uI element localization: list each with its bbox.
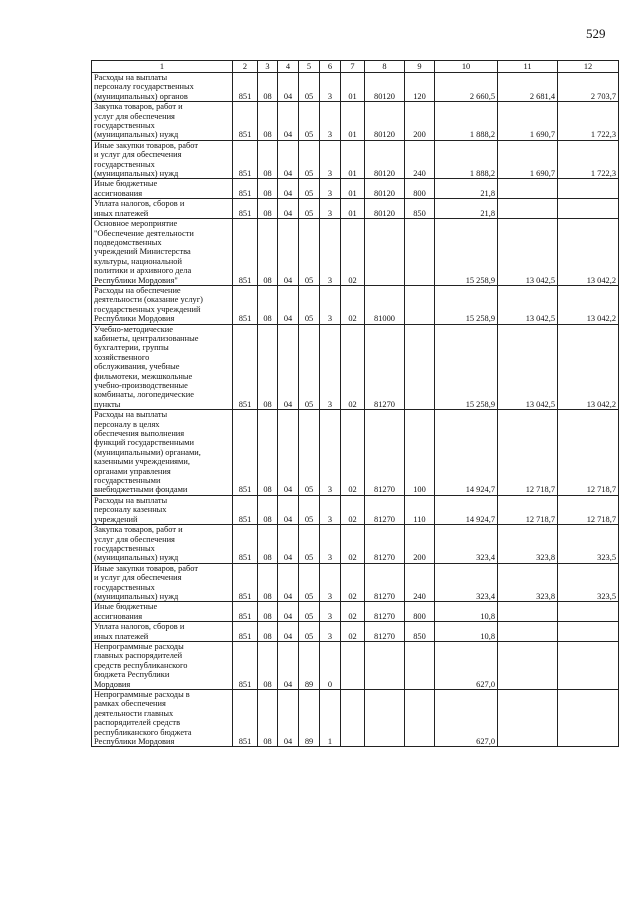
expense-type-cell	[405, 641, 435, 689]
expense-type-cell: 100	[405, 410, 435, 496]
amount-cell	[498, 690, 558, 747]
section-code-cell: 08	[258, 563, 278, 602]
activity-code-cell: 02	[341, 525, 365, 564]
expense-name-cell: Расходы на выплаты персоналу казенных учреждений	[92, 495, 233, 524]
expense-type-cell: 200	[405, 525, 435, 564]
program-code-cell: 05	[299, 495, 320, 524]
subprogram-code-cell: 1	[320, 690, 341, 747]
ministry-code-cell: 851	[233, 622, 258, 642]
table-row	[92, 73, 619, 102]
ministry-code-cell: 851	[233, 641, 258, 689]
ministry-code-cell: 851	[233, 690, 258, 747]
amount-cell	[558, 690, 619, 747]
subsection-code-cell: 04	[278, 179, 299, 199]
amount-cell	[558, 602, 619, 622]
direction-code-cell	[365, 641, 405, 689]
header-cell: 1	[92, 61, 233, 73]
direction-code-cell: 80120	[365, 73, 405, 102]
amount-cell: 13 042,2	[558, 285, 619, 324]
ministry-code-cell: 851	[233, 179, 258, 199]
expense-type-cell	[405, 690, 435, 747]
ministry-code-cell: 851	[233, 602, 258, 622]
amount-cell: 13 042,2	[558, 324, 619, 410]
expense-name-cell: Непрограммные расходы главных распорядителей средств республиканского бюджета Республики Мордовия	[92, 641, 233, 689]
activity-code-cell: 02	[341, 563, 365, 602]
expense-type-cell: 850	[405, 622, 435, 642]
expense-name-cell: Уплата налогов, сборов и иных платежей	[92, 622, 233, 642]
expense-name-cell: Основное мероприятие "Обеспечение деятельности подведомственных учреждений Министерства культуры, национальной политики и архивного дела Республики Мордовия"	[92, 219, 233, 286]
amount-cell: 323,4	[435, 525, 498, 564]
direction-code-cell: 80120	[365, 199, 405, 219]
expense-type-cell: 850	[405, 199, 435, 219]
expense-type-cell: 120	[405, 73, 435, 102]
amount-cell: 2 703,7	[558, 73, 619, 102]
program-code-cell: 05	[299, 102, 320, 141]
section-code-cell: 08	[258, 73, 278, 102]
amount-cell: 13 042,5	[498, 285, 558, 324]
section-code-cell: 08	[258, 525, 278, 564]
direction-code-cell	[365, 690, 405, 747]
subprogram-code-cell: 3	[320, 179, 341, 199]
amount-cell: 1 690,7	[498, 102, 558, 141]
amount-cell: 1 888,2	[435, 102, 498, 141]
budget-table	[91, 60, 619, 747]
program-code-cell: 05	[299, 285, 320, 324]
program-code-cell: 05	[299, 602, 320, 622]
amount-cell: 12 718,7	[558, 410, 619, 496]
activity-code-cell: 02	[341, 219, 365, 286]
ministry-code-cell: 851	[233, 102, 258, 141]
activity-code-cell: 02	[341, 410, 365, 496]
activity-code-cell: 01	[341, 199, 365, 219]
subsection-code-cell: 04	[278, 199, 299, 219]
subsection-code-cell: 04	[278, 495, 299, 524]
activity-code-cell: 02	[341, 495, 365, 524]
amount-cell: 14 924,7	[435, 410, 498, 496]
amount-cell: 13 042,5	[498, 324, 558, 410]
amount-cell: 15 258,9	[435, 324, 498, 410]
ministry-code-cell: 851	[233, 73, 258, 102]
header-cell: 6	[320, 61, 341, 73]
program-code-cell: 05	[299, 73, 320, 102]
activity-code-cell: 02	[341, 285, 365, 324]
ministry-code-cell: 851	[233, 285, 258, 324]
expense-type-cell	[405, 324, 435, 410]
expense-type-cell	[405, 285, 435, 324]
header-cell: 9	[405, 61, 435, 73]
subsection-code-cell: 04	[278, 410, 299, 496]
amount-cell	[498, 641, 558, 689]
section-code-cell: 08	[258, 219, 278, 286]
amount-cell: 15 258,9	[435, 219, 498, 286]
ministry-code-cell: 851	[233, 410, 258, 496]
program-code-cell: 05	[299, 199, 320, 219]
header-cell: 4	[278, 61, 299, 73]
amount-cell: 12 718,7	[498, 410, 558, 496]
subprogram-code-cell: 3	[320, 102, 341, 141]
amount-cell	[498, 622, 558, 642]
section-code-cell: 08	[258, 495, 278, 524]
expense-name-cell: Иные закупки товаров, работ и услуг для обеспечения государственных (муниципальных) нужд	[92, 140, 233, 179]
activity-code-cell: 01	[341, 73, 365, 102]
subprogram-code-cell: 0	[320, 641, 341, 689]
expense-name-cell: Учебно-методические кабинеты, централизованные бухгалтерии, группы хозяйственного обслуживания, учебные фильмотеки, межшкольные учебно-производственные комбинаты, логопедические пункты	[92, 324, 233, 410]
table-row	[92, 602, 619, 622]
amount-cell: 627,0	[435, 641, 498, 689]
direction-code-cell: 81270	[365, 525, 405, 564]
subprogram-code-cell: 3	[320, 140, 341, 179]
subprogram-code-cell: 3	[320, 199, 341, 219]
subsection-code-cell: 04	[278, 73, 299, 102]
expense-name-cell: Непрограммные расходы в рамках обеспечения деятельности главных распорядителей средств республиканского бюджета Республики Мордовия	[92, 690, 233, 747]
header-cell: 5	[299, 61, 320, 73]
subsection-code-cell: 04	[278, 285, 299, 324]
amount-cell: 12 718,7	[558, 495, 619, 524]
amount-cell	[558, 622, 619, 642]
expense-type-cell: 110	[405, 495, 435, 524]
subprogram-code-cell: 3	[320, 219, 341, 286]
header-row	[92, 61, 619, 73]
program-code-cell: 05	[299, 324, 320, 410]
amount-cell: 15 258,9	[435, 285, 498, 324]
subprogram-code-cell: 3	[320, 495, 341, 524]
table-row	[92, 525, 619, 564]
table-row	[92, 199, 619, 219]
header-cell: 2	[233, 61, 258, 73]
amount-cell: 323,5	[558, 563, 619, 602]
direction-code-cell: 81270	[365, 622, 405, 642]
expense-type-cell: 800	[405, 602, 435, 622]
amount-cell	[498, 199, 558, 219]
table-row	[92, 410, 619, 496]
program-code-cell: 89	[299, 641, 320, 689]
expense-name-cell: Закупка товаров, работ и услуг для обеспечения государственных (муниципальных) нужд	[92, 525, 233, 564]
subprogram-code-cell: 3	[320, 563, 341, 602]
activity-code-cell: 02	[341, 602, 365, 622]
table-row	[92, 285, 619, 324]
amount-cell	[558, 641, 619, 689]
table-row	[92, 495, 619, 524]
program-code-cell: 05	[299, 140, 320, 179]
amount-cell	[498, 602, 558, 622]
section-code-cell: 08	[258, 102, 278, 141]
section-code-cell: 08	[258, 199, 278, 219]
amount-cell: 323,8	[498, 525, 558, 564]
amount-cell: 323,5	[558, 525, 619, 564]
expense-type-cell: 240	[405, 563, 435, 602]
header-cell: 8	[365, 61, 405, 73]
expense-name-cell: Иные бюджетные ассигнования	[92, 602, 233, 622]
subsection-code-cell: 04	[278, 140, 299, 179]
amount-cell: 2 681,4	[498, 73, 558, 102]
amount-cell: 21,8	[435, 199, 498, 219]
ministry-code-cell: 851	[233, 495, 258, 524]
activity-code-cell: 01	[341, 102, 365, 141]
direction-code-cell: 81270	[365, 410, 405, 496]
header-cell: 7	[341, 61, 365, 73]
section-code-cell: 08	[258, 285, 278, 324]
page-number: 529	[586, 26, 606, 41]
header-cell: 12	[558, 61, 619, 73]
ministry-code-cell: 851	[233, 525, 258, 564]
amount-cell: 10,8	[435, 622, 498, 642]
expense-name-cell: Расходы на выплаты персоналу государственных (муниципальных) органов	[92, 73, 233, 102]
subsection-code-cell: 04	[278, 525, 299, 564]
expense-type-cell: 200	[405, 102, 435, 141]
section-code-cell: 08	[258, 602, 278, 622]
table-row	[92, 622, 619, 642]
expense-type-cell	[405, 219, 435, 286]
expense-type-cell: 800	[405, 179, 435, 199]
header-cell: 10	[435, 61, 498, 73]
direction-code-cell	[365, 219, 405, 286]
subprogram-code-cell: 3	[320, 622, 341, 642]
section-code-cell: 08	[258, 410, 278, 496]
subprogram-code-cell: 3	[320, 285, 341, 324]
amount-cell	[558, 179, 619, 199]
section-code-cell: 08	[258, 622, 278, 642]
table-row	[92, 102, 619, 141]
amount-cell	[558, 199, 619, 219]
subprogram-code-cell: 3	[320, 324, 341, 410]
subprogram-code-cell: 3	[320, 73, 341, 102]
program-code-cell: 05	[299, 622, 320, 642]
subsection-code-cell: 04	[278, 324, 299, 410]
amount-cell: 13 042,2	[558, 219, 619, 286]
program-code-cell: 05	[299, 410, 320, 496]
table-row	[92, 563, 619, 602]
amount-cell: 12 718,7	[498, 495, 558, 524]
amount-cell: 14 924,7	[435, 495, 498, 524]
section-code-cell: 08	[258, 179, 278, 199]
expense-name-cell: Расходы на обеспечение деятельности (оказание услуг) государственных учреждений Республики Мордовия	[92, 285, 233, 324]
activity-code-cell	[341, 641, 365, 689]
activity-code-cell	[341, 690, 365, 747]
direction-code-cell: 81270	[365, 602, 405, 622]
amount-cell: 627,0	[435, 690, 498, 747]
program-code-cell: 05	[299, 525, 320, 564]
subprogram-code-cell: 3	[320, 525, 341, 564]
amount-cell: 1 722,3	[558, 102, 619, 141]
direction-code-cell: 80120	[365, 140, 405, 179]
subsection-code-cell: 04	[278, 563, 299, 602]
ministry-code-cell: 851	[233, 219, 258, 286]
table-row	[92, 324, 619, 410]
header-cell: 3	[258, 61, 278, 73]
expense-name-cell: Уплата налогов, сборов и иных платежей	[92, 199, 233, 219]
table-row	[92, 219, 619, 286]
activity-code-cell: 01	[341, 140, 365, 179]
subsection-code-cell: 04	[278, 641, 299, 689]
section-code-cell: 08	[258, 641, 278, 689]
amount-cell: 1 888,2	[435, 140, 498, 179]
subprogram-code-cell: 3	[320, 410, 341, 496]
subsection-code-cell: 04	[278, 622, 299, 642]
direction-code-cell: 81270	[365, 324, 405, 410]
program-code-cell: 05	[299, 179, 320, 199]
expense-type-cell: 240	[405, 140, 435, 179]
activity-code-cell: 02	[341, 324, 365, 410]
subsection-code-cell: 04	[278, 690, 299, 747]
subsection-code-cell: 04	[278, 219, 299, 286]
amount-cell: 13 042,5	[498, 219, 558, 286]
direction-code-cell: 81000	[365, 285, 405, 324]
expense-name-cell: Иные бюджетные ассигнования	[92, 179, 233, 199]
amount-cell: 323,4	[435, 563, 498, 602]
direction-code-cell: 81270	[365, 495, 405, 524]
section-code-cell: 08	[258, 324, 278, 410]
expense-name-cell: Расходы на выплаты персоналу в целях обеспечения выполнения функций государственными (муниципальными) органами, казенными учреждениями, органами управления государственными внебюджетными фондами	[92, 410, 233, 496]
expense-name-cell: Иные закупки товаров, работ и услуг для обеспечения государственных (муниципальных) нужд	[92, 563, 233, 602]
amount-cell: 10,8	[435, 602, 498, 622]
amount-cell	[498, 179, 558, 199]
header-cell: 11	[498, 61, 558, 73]
section-code-cell: 08	[258, 140, 278, 179]
direction-code-cell: 81270	[365, 563, 405, 602]
program-code-cell: 05	[299, 219, 320, 286]
program-code-cell: 05	[299, 563, 320, 602]
subsection-code-cell: 04	[278, 602, 299, 622]
subsection-code-cell: 04	[278, 102, 299, 141]
ministry-code-cell: 851	[233, 199, 258, 219]
direction-code-cell: 80120	[365, 102, 405, 141]
direction-code-cell: 80120	[365, 179, 405, 199]
table-row	[92, 179, 619, 199]
program-code-cell: 89	[299, 690, 320, 747]
activity-code-cell: 02	[341, 622, 365, 642]
table-row	[92, 140, 619, 179]
amount-cell: 1 722,3	[558, 140, 619, 179]
amount-cell: 21,8	[435, 179, 498, 199]
ministry-code-cell: 851	[233, 563, 258, 602]
ministry-code-cell: 851	[233, 324, 258, 410]
expense-name-cell: Закупка товаров, работ и услуг для обеспечения государственных (муниципальных) нужд	[92, 102, 233, 141]
amount-cell: 1 690,7	[498, 140, 558, 179]
subprogram-code-cell: 3	[320, 602, 341, 622]
table-row	[92, 690, 619, 747]
ministry-code-cell: 851	[233, 140, 258, 179]
section-code-cell: 08	[258, 690, 278, 747]
activity-code-cell: 01	[341, 179, 365, 199]
amount-cell: 323,8	[498, 563, 558, 602]
amount-cell: 2 660,5	[435, 73, 498, 102]
table-row	[92, 641, 619, 689]
